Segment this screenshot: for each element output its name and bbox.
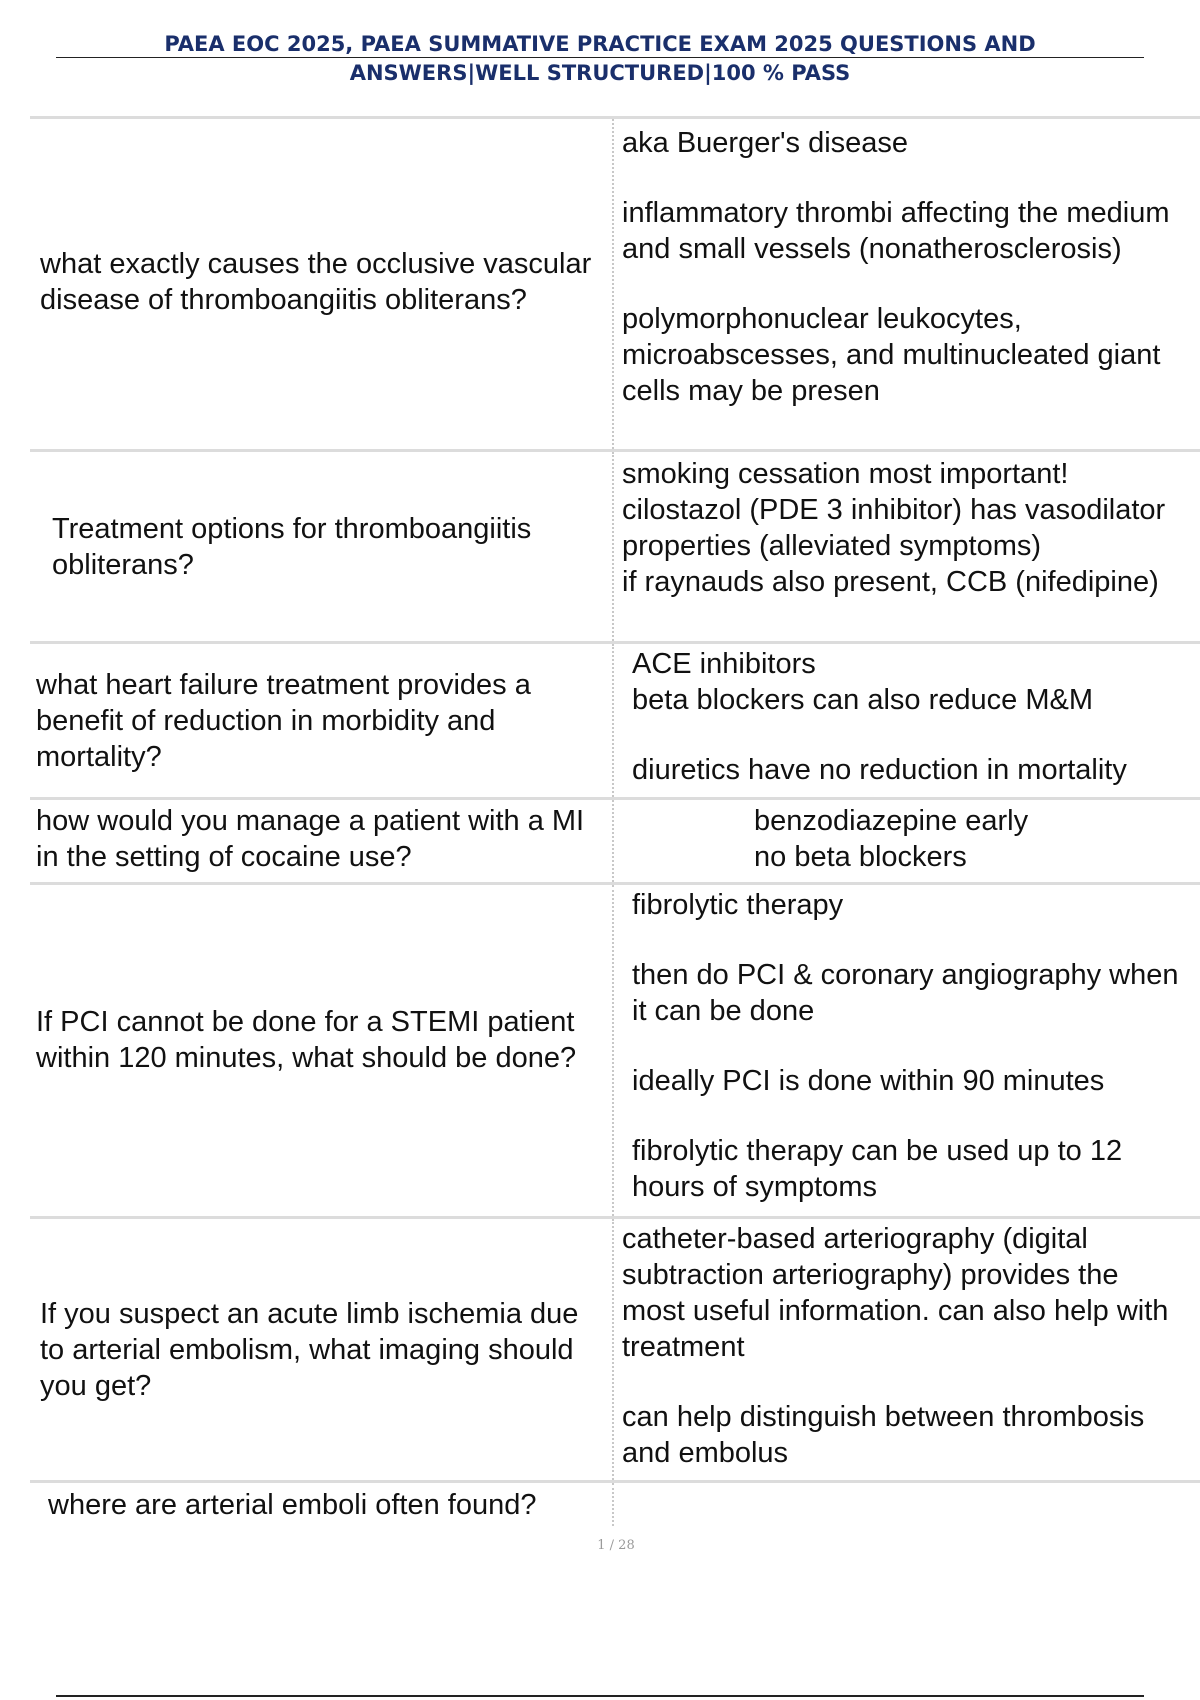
- answer-text: no beta blockers: [754, 841, 967, 873]
- footer-line: [56, 1695, 1144, 1697]
- question-cell: [30, 452, 614, 641]
- answer-text: benzodiazepine early: [754, 805, 1029, 837]
- question-cell: [30, 1483, 614, 1526]
- table-row: [30, 116, 1200, 449]
- answer-text: if raynauds also present, CCB (nifedipine): [622, 566, 1159, 598]
- answer-cell: [614, 1219, 1200, 1480]
- answer-text: ideally PCI is done within 90 minutes: [632, 1065, 1105, 1097]
- answer-text: then do PCI & coronary angiography when it can be done: [632, 959, 1179, 1027]
- question-cell: [30, 644, 614, 797]
- answer-cell: [614, 644, 1200, 797]
- answer-text: aka Buerger's disease: [622, 127, 909, 159]
- answer-text: smoking cessation most important!: [622, 458, 1069, 490]
- header-underline: [56, 57, 1144, 58]
- document-title-line-2: ANSWERS|WELL STRUCTURED|100 % PASS: [349, 61, 851, 85]
- answer-cell: [614, 452, 1200, 641]
- qa-table: [30, 116, 1200, 1526]
- answer-text: fibrolytic therapy can be used up to 12 hours of symptoms: [632, 1135, 1123, 1203]
- answer-text: polymorphonuclear leukocytes, microabscesses, and multinucleated giant cells may be presen: [622, 303, 1161, 407]
- question-text: what heart failure treatment provides a benefit of reduction in morbidity and mortality?: [36, 668, 531, 773]
- question-text: where are arterial emboli often found?: [48, 1489, 537, 1521]
- answer-text: diuretics have no reduction in mortality: [632, 754, 1127, 786]
- question-text: how would you manage a patient with a MI in the setting of cocaine use?: [36, 805, 585, 873]
- answer-text: cilostazol (PDE 3 inhibitor) has vasodilator properties (alleviated symptoms): [622, 494, 1166, 562]
- table-row: [30, 641, 1200, 797]
- table-row: [30, 1480, 1200, 1526]
- table-row: [30, 797, 1200, 882]
- question-cell: [30, 119, 614, 449]
- question-text: Treatment options for thromboangiitis obliterans?: [52, 512, 532, 581]
- question-text: what exactly causes the occlusive vascular disease of thromboangiitis obliterans?: [40, 248, 592, 316]
- answer-cell: [614, 1483, 1200, 1526]
- answer-text: catheter-based arteriography (digital subtraction arteriography) provides the most useful information. can also help with treatment: [622, 1223, 1169, 1363]
- question-cell: [30, 1219, 614, 1480]
- document-header: [56, 30, 1144, 88]
- question-cell: [30, 800, 614, 882]
- table-row: [30, 882, 1200, 1216]
- answer-text: can help distinguish between thrombosis and embolus: [622, 1401, 1145, 1469]
- table-row: [30, 1216, 1200, 1480]
- table-row: [30, 449, 1200, 641]
- answer-cell: [614, 800, 1200, 882]
- answer-text: fibrolytic therapy: [632, 889, 844, 921]
- question-text: If PCI cannot be done for a STEMI patient within 120 minutes, what should be done?: [36, 1005, 577, 1074]
- answer-text: ACE inhibitors: [632, 648, 816, 680]
- answer-text: inflammatory thrombi affecting the medium and small vessels (nonatherosclerosis): [622, 197, 1170, 265]
- answer-text: beta blockers can also reduce M&M: [632, 684, 1093, 716]
- answer-cell: [614, 119, 1200, 449]
- answer-cell: [614, 885, 1200, 1216]
- page-number: 1 / 28: [597, 1538, 635, 1553]
- question-text: If you suspect an acute limb ischemia due to arterial embolism, what imaging should you get?: [40, 1297, 579, 1402]
- question-cell: [30, 885, 614, 1216]
- document-title-line-1: PAEA EOC 2025, PAEA SUMMATIVE PRACTICE EXAM 2025 QUESTIONS AND: [164, 32, 1036, 56]
